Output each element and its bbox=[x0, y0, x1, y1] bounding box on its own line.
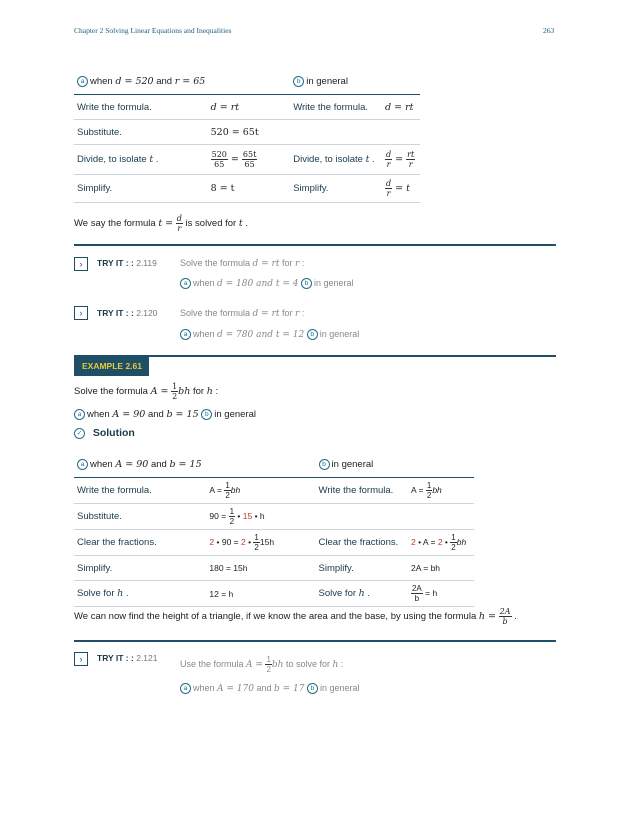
table-row: Write the formula. A = $\frac{1}{2}$ bh Write the formula. A = $\frac{1}{2}$ bh bbox=[74, 478, 474, 504]
table-row: Simplify. 8 = t Simplify. $\frac{d}{r}$ = t bbox=[74, 175, 420, 203]
table-header-a: a when A = 90 and b = 15 bbox=[74, 453, 316, 478]
try-it-label: TRY IT : : 2.119 bbox=[97, 258, 157, 268]
part-b-marker: b bbox=[293, 76, 304, 87]
table-row: Solve for h . 12 = h Solve for h . $\frac{2A}{b}$ = h bbox=[74, 581, 474, 607]
table-row: Write the formula. d = rt Write the formula. d = rt bbox=[74, 95, 420, 120]
table-distance-formula bbox=[74, 70, 420, 203]
try-it-prompt: Solve the formula d = rt for r : bbox=[180, 308, 305, 319]
example-prompt: Solve the formula A = $\frac{1}{2}$ bh for h : bbox=[74, 382, 219, 401]
section-divider bbox=[74, 244, 556, 246]
part-a-marker: a bbox=[77, 76, 88, 87]
check-icon: ✓ bbox=[74, 428, 85, 439]
try-it-parts: a when d = 780 and t = 12 b in general bbox=[180, 329, 359, 340]
table-header-b: b in general bbox=[290, 70, 420, 95]
conclusion-text: We can now find the height of a triangle, if we know the area and the base, by using the formula h = $\frac{2A}{b}$ . bbox=[74, 607, 517, 626]
chevron-right-icon[interactable]: › bbox=[74, 652, 88, 666]
page-number: 263 bbox=[543, 26, 555, 35]
try-it-prompt: Use the formula A = $\frac{1}{2}$ bh to solve for h : bbox=[180, 655, 344, 674]
example-label: EXAMPLE 2.61 bbox=[74, 356, 149, 376]
section-divider bbox=[74, 640, 556, 642]
table-row: Substitute. 520 = 65t bbox=[74, 120, 420, 145]
table-header-b: b in general bbox=[316, 453, 474, 478]
chapter-title: Chapter 2 Solving Linear Equations and Inequalities bbox=[74, 26, 232, 35]
try-it-parts: a when A = 170 and b = 17 b in general bbox=[180, 683, 360, 694]
table-triangle-area bbox=[74, 453, 474, 607]
chevron-right-icon[interactable]: › bbox=[74, 257, 88, 271]
try-it-label: TRY IT : : 2.121 bbox=[97, 653, 158, 663]
table-row: Divide, to isolate t . $\frac{520}{65}$ = $\frac{65t}{65}$ Divide, to isolate t . $\frac{d}{r}$ = $\frac{rt}{r}$ bbox=[74, 145, 420, 175]
table-row: Substitute. 90 = $\frac{1}{2}$ • 15 • h bbox=[74, 504, 474, 530]
example-parts: a when A = 90 and b = 15 b in general bbox=[74, 409, 256, 420]
try-it-prompt: Solve the formula d = rt for r : bbox=[180, 258, 305, 269]
chevron-right-icon[interactable]: › bbox=[74, 306, 88, 320]
try-it-label: TRY IT : : 2.120 bbox=[97, 308, 158, 318]
table-header-a: a when d = 520 and r = 65 bbox=[74, 70, 290, 95]
try-it-parts: a when d = 180 and t = 4 b in general bbox=[180, 278, 354, 289]
solution-heading: ✓ Solution bbox=[74, 427, 135, 439]
solved-for-statement: We say the formula t = $\frac{d}{r}$ is solved for t . bbox=[74, 214, 248, 233]
table-row: Simplify. 180 = 15h Simplify. 2A = bh bbox=[74, 556, 474, 581]
table-row: Clear the fractions. 2 • 90 = 2 • $\frac{1}{2}$ 15h Clear the fractions. 2 • A = 2 • $\frac{1}{2}$ bh bbox=[74, 530, 474, 556]
